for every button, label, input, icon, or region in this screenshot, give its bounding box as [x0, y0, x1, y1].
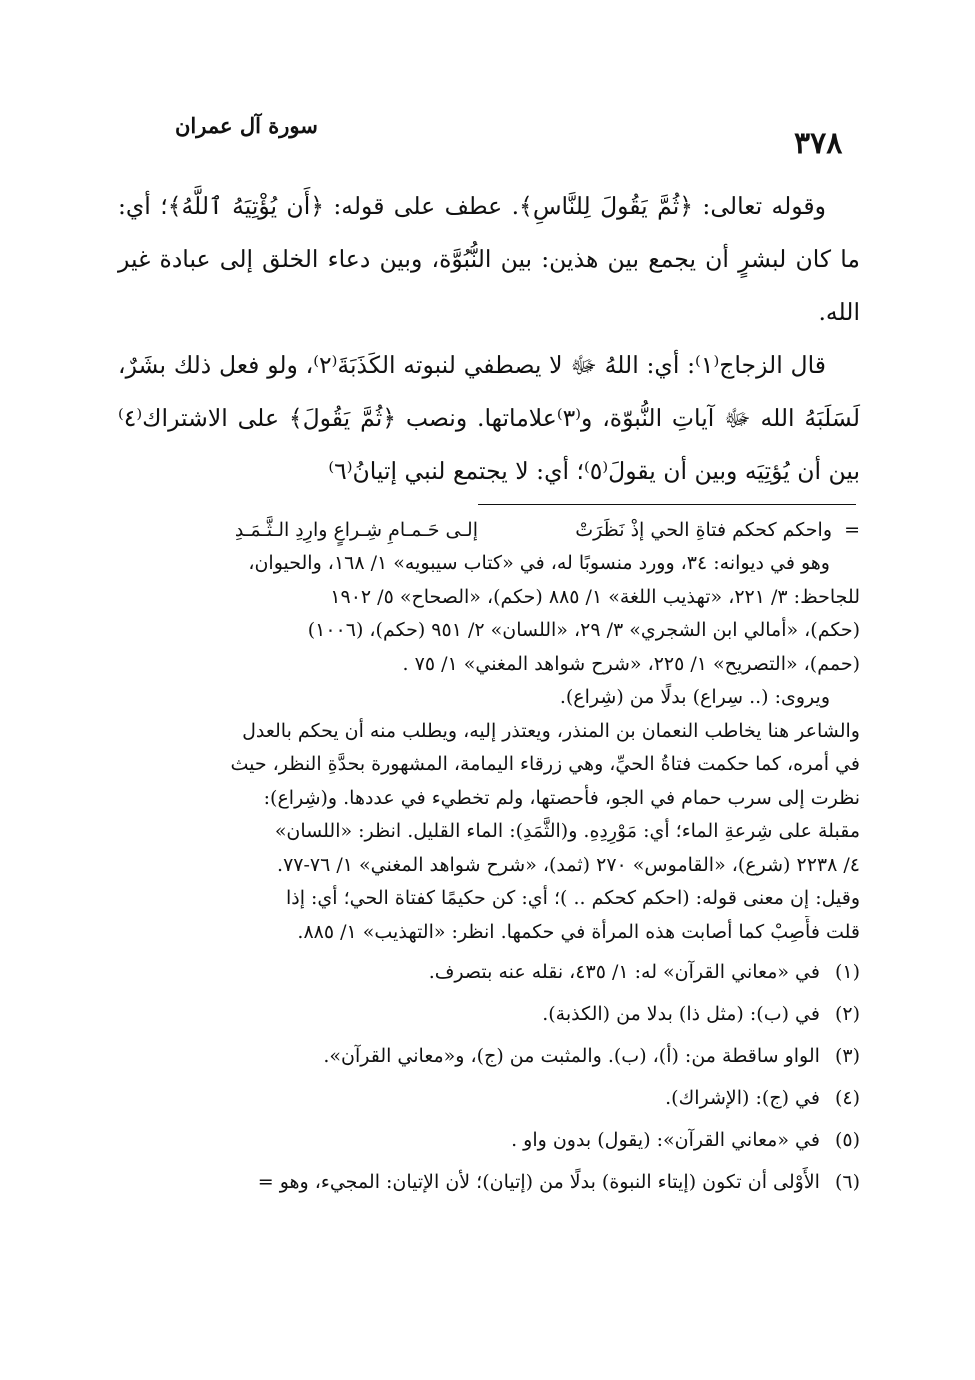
explanation-line: والشاعر هنا يخاطب النعمان بن المنذر، ويعتذر إليه، ويطلب منه أن يحكم بالعدل	[242, 719, 860, 742]
footnote-item	[118, 1079, 860, 1117]
explanation-line: قلت فأَصِبْ كما أصابت هذه المرأة في حكمها. انظر: «التهذيب» ١/ ٨٨٥.	[297, 920, 860, 943]
variant-reading: ويروى: (.. سِراع) بدلًا من (شِراع).	[559, 686, 830, 708]
explanation-line: ٤/ ٢٢٣٨ (شرع)، «القاموس» ٢٧٠ (ثمد)، «شرح شواهد المغني» ١/ ٧٦-٧٧.	[277, 853, 860, 876]
paragraph-zajjaj-quote: قال الزجاج⁽١⁾: أي: اللهُ ﷻ لا يصطفي لنبوته الكَذَبَةَ⁽٢⁾، ولو فعل ذلك بشَرٌ، لَسَلَبَهُ الله ﷻ آياتِ النُّبوّة، و⁽٣⁾علاماتها. ونصب ﴿ثُمَّ يَقُولَ﴾ على الاشتراك⁽٤⁾ بين أن يُؤتِيَه وبين أن يقولَ⁽٥⁾؛ أي: لا يجتمع لنبي إتيانُ⁽٦⁾	[118, 351, 860, 485]
footnote-line: (حمم)، «التصريح» ١/ ٢٢٥، «شرح شواهد المغني» ١/ ٧٥ .	[402, 652, 860, 675]
footnote-text: في «معاني القرآن» له: ١/ ٤٣٥، نقله عنه بتصرف.	[428, 961, 820, 983]
footnote-text: في (ج): (الإشراك).	[665, 1087, 820, 1109]
footnote-number: (٦)	[834, 1171, 860, 1193]
footnote-text: الأَوْلى أن تكون (إيتاء النبوة) بدلًا من (إتيان)؛ لأن الإتيان: المجيء، وهو =	[257, 1171, 820, 1193]
main-text	[118, 180, 860, 498]
explanation-line: وقيل: إن معنى قوله: (احكم كحكم .. )؛ أي: كن حكيمًا كفتاة الحي؛ أي: إذا	[285, 887, 860, 909]
footnote-item	[118, 1037, 860, 1075]
footnote-item	[118, 953, 860, 991]
paragraph-verse-commentary: وقوله تعالى: ﴿ثُمَّ يَقُولَ لِلنَّاسِ﴾. عطف على قوله: ﴿أَن يُؤْتِيَهُ ٱللَّهُ﴾؛ أي: ما كان لبشرٍ أن يجمع بين هذين: بين النُّبُوَّة، وبين دعاء الخلق إلى عبادة غير الله.	[118, 192, 860, 326]
footnote-number: (٣)	[834, 1045, 860, 1067]
footnote-number: (٤)	[834, 1087, 860, 1109]
footnote-line: وهو في ديوانه: ٣٤، وورد منسوبًا له، في «كتاب سيبويه» ١/ ١٦٨، والحيوان،	[248, 552, 830, 574]
verse-first-hemistich: واحكم كحكم فتاةِ الحي إذْ نَظَرَتْ	[575, 519, 832, 541]
explanation-line: مقبلة على شِرعةِ الماء؛ أي: مَوْرِدِهِ. و(الثَّمَدِ): الماء القليل. انظر: «اللسان»	[274, 820, 860, 842]
continuation-marker: =	[844, 519, 860, 541]
page-number: ٣٧٨	[794, 126, 843, 161]
footnote-item	[118, 995, 860, 1033]
poetry-verse	[118, 514, 860, 547]
footnote-text: في (ب): (مثل ذا) بدلا من (الكذبة).	[542, 1003, 820, 1025]
footnote-number: (١)	[834, 961, 860, 983]
footnote-number: (٢)	[834, 1003, 860, 1025]
explanation-line: نظرت إلى سرب حمام في الجو، فأحصتها، ولم تخطيء في عددها. و(شِراع):	[263, 786, 860, 809]
running-header-surah-title: سورة آل عمران	[175, 113, 318, 138]
footnote-number: (٥)	[834, 1129, 860, 1151]
footnote-separator-line	[478, 504, 856, 505]
explanation-line: في أمره، كما حكمت فتاةُ الحيِّ، وهي زرقاء اليمامة، المشهورة بحدَّةِ النظر، حيث	[230, 753, 860, 775]
footnotes-section	[118, 514, 860, 1201]
verse-second-hemistich: إلـى حَـمـامِ شِـراعٍ وارِدِ الـثَّـمَـدِ	[234, 519, 478, 541]
footnote-line: للجاحظ: ٣/ ٢٢١، «تهذيب اللغة» ١/ ٨٨٥ (حكم)، «الصحاح» ٥/ ١٩٠٢	[330, 585, 860, 608]
footnote-item	[118, 1163, 860, 1201]
footnote-text: الواو ساقطة من: (أ)، (ب). والمثبت من (ج)، و«معاني القرآن».	[323, 1045, 820, 1067]
footnote-line: (حكم)، «أمالي ابن الشجري» ٣/ ٢٩، «اللسان» ٢/ ٩٥١ (حكم)، (١٠٠٦)	[307, 619, 860, 641]
footnote-item	[118, 1121, 860, 1159]
footnote-text: في «معاني القرآن»: (يقول) بدون واو .	[511, 1129, 820, 1151]
